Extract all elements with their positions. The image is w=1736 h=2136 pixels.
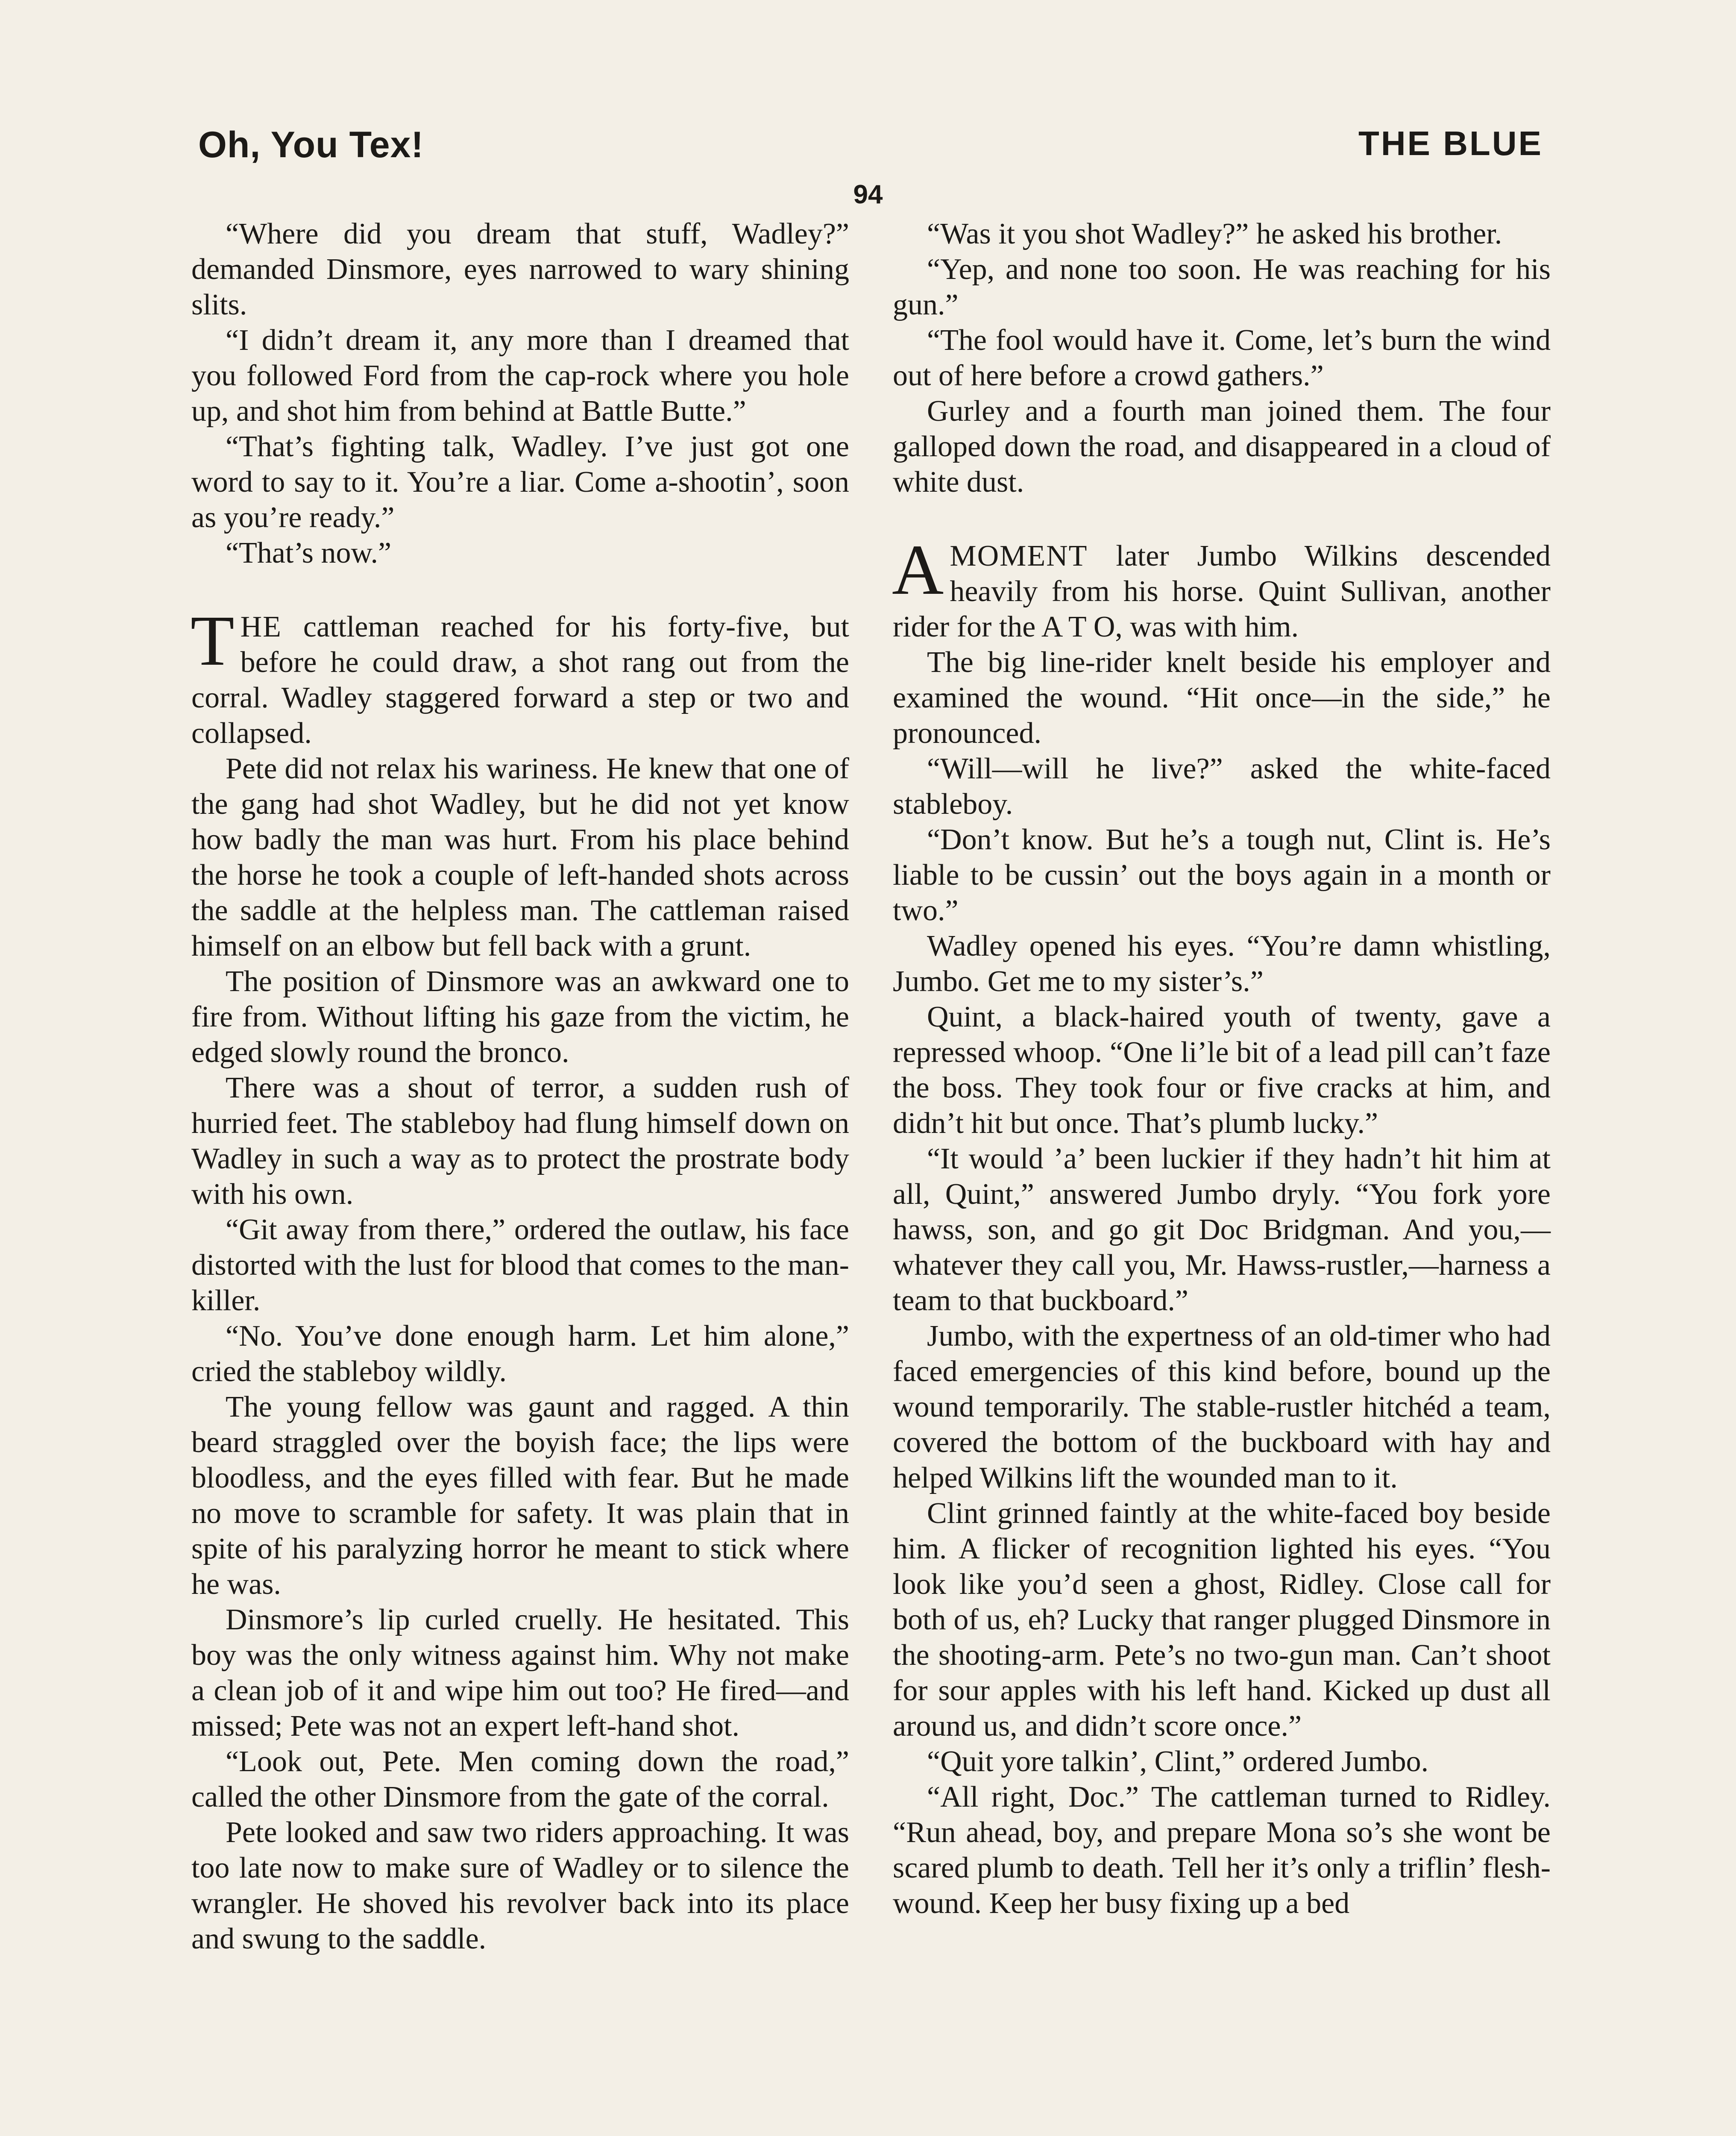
paragraph: “It would ’a’ been luckier if they hadn’t hit him at all, Quint,” answered Jumbo dryly. “You fork yore hawss, son, and go git Doc Bridgman. And you,—whatever they call you, Mr. Hawss-rustler,—harness a team to that buckboard.” [893,1142,1551,1317]
paragraph: Quint, a black-haired youth of twenty, gave a repressed whoop. “One li’le bit of a lead pill can’t faze the boss. They took four or five cracks at him, and didn’t hit but once. That’s plumb lucky.” [893,1001,1551,1140]
paragraph: Dinsmore’s lip curled cruelly. He hesitated. This boy was the only witness against him. Why not make a clean job of it and wipe him out too? He fired—and missed; Pete was not an expert left-hand shot. [191,1603,849,1743]
paragraph: “Quit yore talkin’, Clint,” ordered Jumbo. [927,1745,1429,1778]
small-caps-lead: MOMENT [950,540,1088,572]
section-opening-paragraph [191,601,849,751]
paragraph: There was a shout of terror, a sudden rush of hurried feet. The stableboy had flung himself down on Wadley in such a way as to protect the prostrate body with his own. [191,1071,849,1211]
paragraph: The position of Dinsmore was an awkward one to fire from. Without lifting his gaze from the victim, he edged slowly round the bronco. [191,965,849,1069]
paragraph: “Look out, Pete. Men coming down the road,” called the other Dinsmore from the gate of the corral. [191,1745,849,1813]
paragraph: “That’s now.” [226,537,392,569]
drop-cap: T [191,601,235,681]
paragraph: “Git away from there,” ordered the outlaw, his face distorted with the lust for blood that comes to the man-killer. [191,1213,849,1317]
paragraph: “That’s fighting talk, Wadley. I’ve just got one word to say to it. You’re a liar. Come a-shootin’, soon as you’re ready.” [191,430,849,534]
right-column [893,216,1551,1921]
paragraph-text: later Jumbo Wilkins descended heavily from his horse. Quint Sullivan, another rider for the A T O, was with him. [893,540,1551,643]
drop-cap: A [892,530,944,610]
paragraph: “Where did you dream that stuff, Wadley?” demanded Dinsmore, eyes narrowed to wary shining slits. [191,217,849,321]
paragraph: Pete looked and saw two riders approaching. It was too late now to make sure of Wadley or to silence the wrangler. He shoved his revolver back into its place and swung to the saddle. [191,1816,849,1955]
paragraph: “The fool would have it. Come, let’s burn the wind out of here before a crowd gathers.” [893,324,1551,392]
paragraph: The big line-rider knelt beside his employer and examined the wound. “Hit once—in the side,” he pronounced. [893,646,1551,750]
section-opening-paragraph [892,530,1551,645]
magazine-title: THE BLUE [1358,124,1543,162]
paragraph: “Yep, and none too soon. He was reaching for his gun.” [893,253,1551,321]
paragraph: Gurley and a fourth man joined them. The four galloped down the road, and disappeared in a cloud of white dust. [893,395,1551,499]
paragraph: “Will—will he live?” asked the white-faced stableboy. [893,752,1551,821]
small-caps-lead: HE [240,610,282,643]
paragraph: Pete did not relax his wariness. He knew that one of the gang had shot Wadley, but he did not yet know how badly the man was hurt. From his place behind the horse he took a couple of left-handed shots across the saddle at the helpless man. The cattleman raised himself on an elbow but fell back with a grunt. [191,752,849,962]
paragraph: The young fellow was gaunt and ragged. A thin beard straggled over the boyish face; the lips were bloodless, and the eyes filled with fear. But he made no move to scramble for safety. It was plain that in spite of his paralyzing horror he meant to stick where he was. [191,1391,849,1601]
left-column [191,216,849,1957]
paragraph: “No. You’ve done enough harm. Let him alone,” cried the stableboy wildly. [191,1320,849,1388]
story-title: Oh, You Tex! [198,124,424,165]
paragraph: Wadley opened his eyes. “You’re damn whistling, Jumbo. Get me to my sister’s.” [893,930,1551,998]
paragraph: “All right, Doc.” The cattleman turned to Ridley. “Run ahead, boy, and prepare Mona so’s she wont be scared plumb to death. Tell her it’s only a triflin’ flesh-wound. Keep her busy fixing up a bed [893,1781,1551,1920]
paragraph: Clint grinned faintly at the white-faced boy beside him. A flicker of recognition lighted his eyes. “You look like you’d seen a ghost, Ridley. Close call for both of us, eh? Lucky that ranger plugged Dinsmore in the shooting-arm. Pete’s no two-gun man. Can’t shoot for sour apples with his left hand. Kicked up dust all around us, and didn’t score once.” [893,1497,1551,1743]
paragraph: “I didn’t dream it, any more than I dreamed that you followed Ford from the cap-rock where you hole up, and shot him from behind at Battle Butte.” [191,324,849,428]
paragraph-text: cattleman reached for his forty-five, but before he could draw, a shot rang out from the corral. Wadley staggered forward a step or two and collapsed. [191,610,849,750]
paragraph: “Don’t know. But he’s a tough nut, Clint is. He’s liable to be cussin’ out the boys again in a month or two.” [893,823,1551,927]
paragraph: “Was it you shot Wadley?” he asked his brother. [927,217,1502,250]
paragraph: Jumbo, with the expertness of an old-timer who had faced emergencies of this kind before, bound up the wound temporarily. The stable-rustler hitchéd a team, covered the bottom of the buckboard with hay and helped Wilkins lift the wounded man to it. [893,1320,1551,1494]
page-number: 94 [853,180,883,209]
